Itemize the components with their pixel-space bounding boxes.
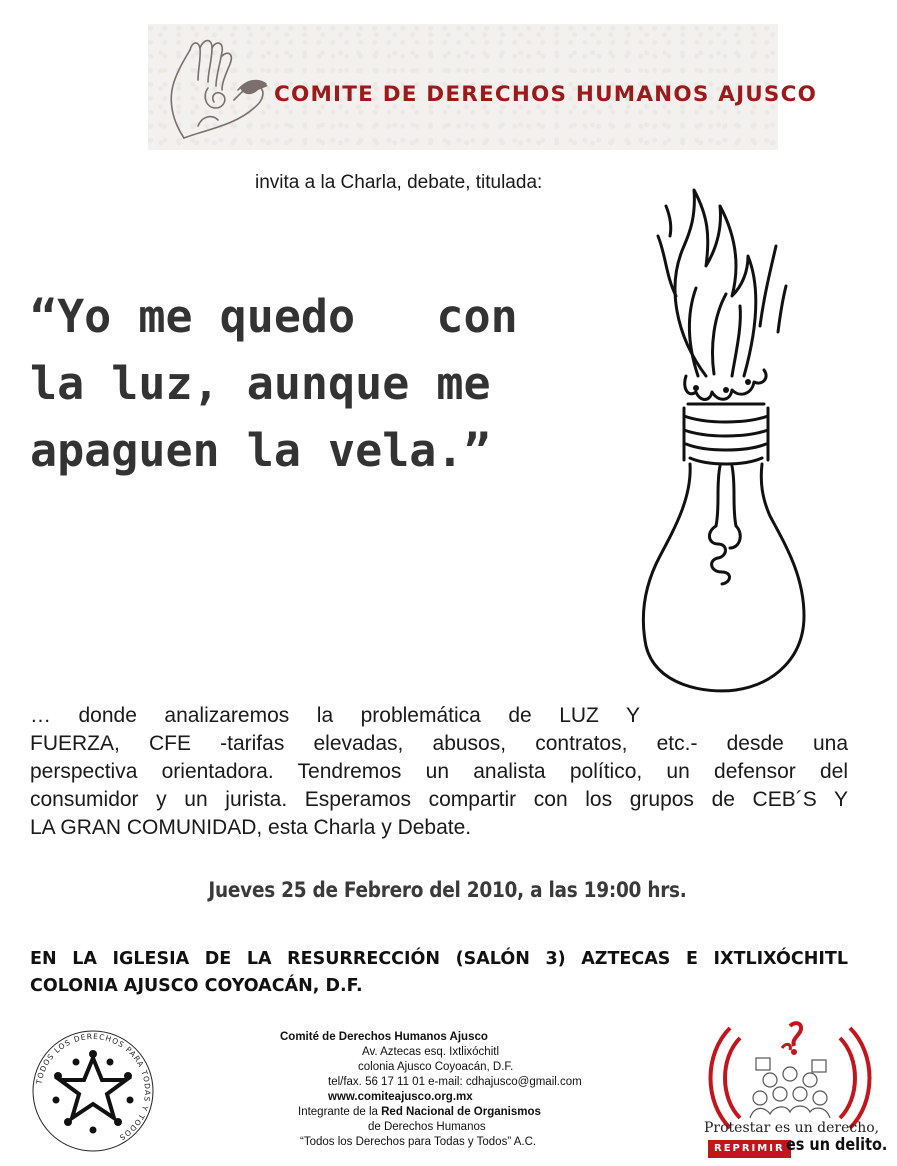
footer-contact xyxy=(270,1030,640,1150)
footer-org-name: Comité de Derechos Humanos Ajusco xyxy=(280,1031,488,1043)
protest-slogan-line-1: Protestar es un derecho, xyxy=(704,1120,880,1136)
footer-address-2: colonia Ajusco Coyoacán, D.F. xyxy=(358,1061,514,1073)
footer-network-line-2: de Derechos Humanos xyxy=(368,1121,486,1133)
footer-address-1: Av. Aztecas esq. Ixtlixóchitl xyxy=(362,1046,499,1058)
description-line-5: LA GRAN COMUNIDAD, esta Charla y Debate. xyxy=(30,816,472,839)
svg-text:TODOS LOS DERECHOS PARA TODAS xyxy=(34,1032,152,1143)
event-title-line-3: apaguen la vela.” xyxy=(30,424,491,477)
protest-slogan-red: REPRIMIR xyxy=(708,1140,791,1158)
event-date: Jueves 25 de Febrero del 2010, a las 19:00 hrs. xyxy=(208,878,687,902)
description-line-4: consumidor y un jurista. Esperamos compartir con los grupos de CEB´S Y xyxy=(30,788,848,811)
footer-website: www.comiteajusco.org.mx xyxy=(328,1091,473,1103)
organization-name: COMITE DE DERECHOS HUMANOS AJUSCO xyxy=(274,82,818,107)
footer-network-line-3: “Todos los Derechos para Todas y Todos” A.C. xyxy=(300,1136,537,1148)
event-venue xyxy=(30,946,848,1000)
footer-network-name: Red Nacional de Organismos xyxy=(381,1106,541,1118)
description-line-3: perspectiva orientadora. Tendremos un analista político, un defensor del xyxy=(30,760,848,783)
hand-dove-logo-icon xyxy=(154,30,272,146)
header-banner xyxy=(148,24,818,150)
description-line-1: … donde analizaremos la problemática de LUZ Y xyxy=(30,704,640,727)
seal-text: TODOS LOS DERECHOS PARA TODAS Y TODOS xyxy=(34,1031,153,1143)
lightbulb-flame-icon xyxy=(636,176,812,696)
event-description xyxy=(30,702,848,842)
footer-network-prefix: Integrante de la xyxy=(298,1106,382,1118)
footer-contact-line: tel/fax. 56 17 11 01 e-mail: cdhajusco@gmail.com xyxy=(328,1076,582,1088)
event-title-line-2: la luz, aunque me xyxy=(30,357,491,410)
venue-line-2: COLONIA AJUSCO COYOACÁN, D.F. xyxy=(30,976,363,996)
network-seal-icon xyxy=(30,1028,156,1154)
description-line-2: FUERZA, CFE -tarifas elevadas, abusos, contratos, etc.- desde una xyxy=(30,732,848,755)
venue-line-1: EN LA IGLESIA DE LA RESURRECCIÓN (SALÓN 3) AZTECAS E IXTLIXÓCHITL xyxy=(30,949,848,969)
protest-slogan-tail: es un delito. xyxy=(786,1135,888,1155)
event-title-line-1: “Yo me quedo con xyxy=(30,290,518,343)
event-title xyxy=(30,283,518,484)
invitation-intro: invita a la Charla, debate, titulada: xyxy=(255,172,543,193)
